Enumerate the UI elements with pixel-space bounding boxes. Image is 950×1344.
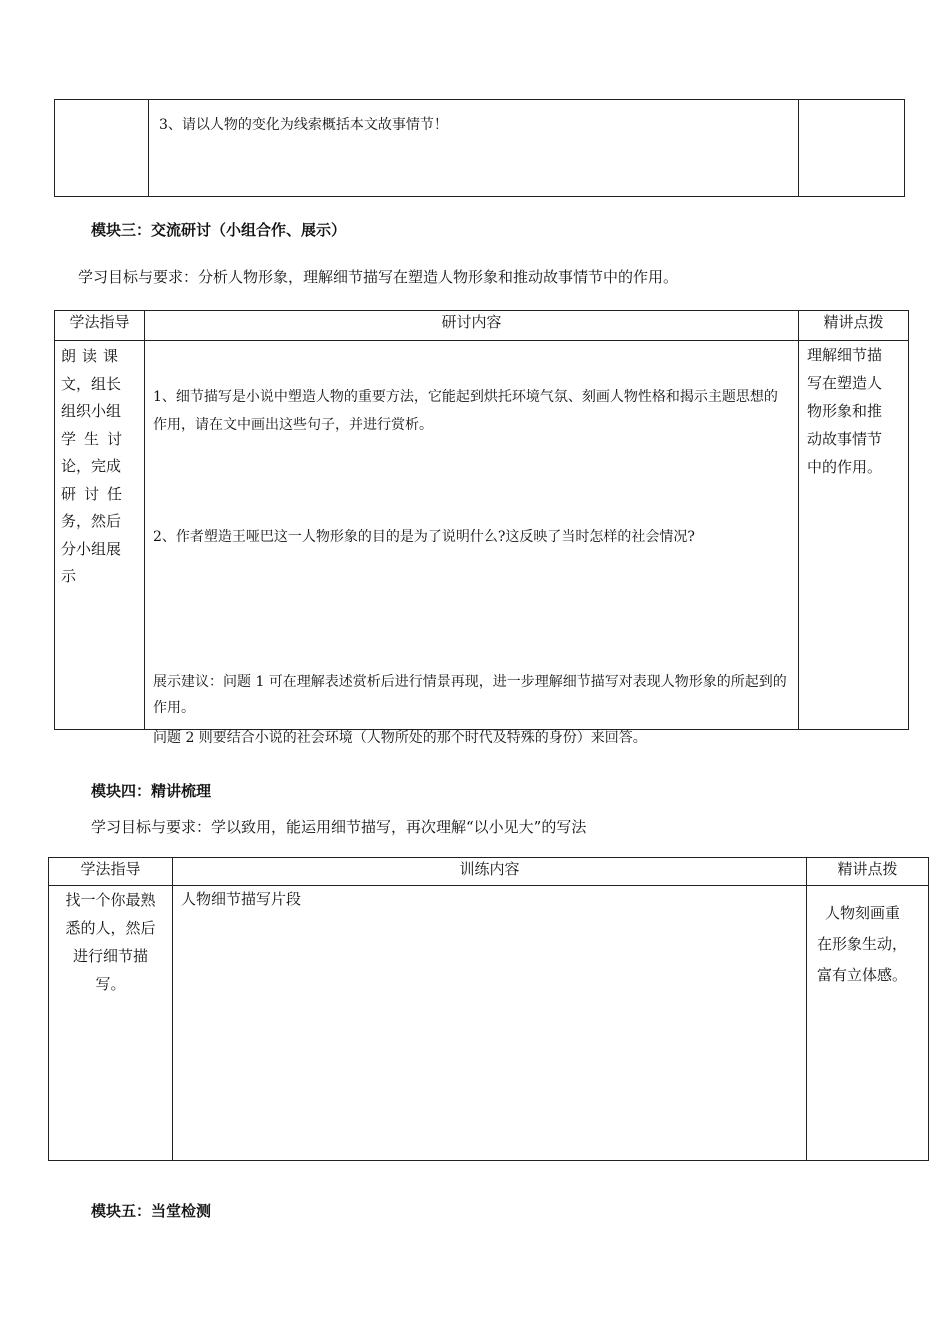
header-content-label: 研讨内容	[441, 313, 502, 331]
tips-cell	[807, 886, 929, 1161]
module3-heading: 模块三：交流研讨（小组合作、展示）	[91, 221, 347, 239]
guide-line: 组织小组	[61, 402, 122, 420]
header-method-label: 学法指导	[69, 313, 130, 331]
tip-line: 物形象和推	[807, 402, 883, 420]
table-module3	[54, 310, 909, 746]
table-top-cell-content	[149, 100, 799, 197]
guide-line: 朗读课	[61, 347, 125, 365]
header-tips-label: 精讲点拨	[823, 313, 884, 331]
tip-line: 动故事情节	[807, 430, 883, 448]
guide-line: 示	[61, 567, 77, 585]
guide-line: 务，然后	[61, 512, 122, 530]
training-content: 人物细节描写片段	[181, 890, 302, 908]
header-content	[145, 311, 799, 341]
guide-line: 文，组长	[61, 374, 122, 393]
module3-goal: 学习目标与要求：分析人物形象，理解细节描写在塑造人物形象和推动故事情节中的作用。	[78, 268, 679, 286]
guide-line: 找一个你最熟	[65, 891, 156, 909]
tip-line: 富有立体感。	[817, 966, 908, 984]
guide-line: 进行细节描	[72, 947, 148, 965]
tips-cell	[799, 341, 909, 730]
header-tips	[807, 858, 929, 886]
header-method	[55, 311, 145, 341]
table-top	[54, 99, 905, 197]
guide-line: 写。	[95, 975, 126, 993]
module5-heading: 模块五：当堂检测	[91, 1202, 212, 1220]
guide-cell	[49, 886, 173, 1161]
display-suggestion: 展示建议：问题 1 可在理解表述赏析后进行情景再现，进一步理解细节描写对表现人物形象的所起到的作用。	[153, 674, 787, 716]
header-training-label: 训练内容	[459, 860, 520, 878]
header-tips	[799, 311, 909, 341]
guide-line: 悉的人，然后	[65, 919, 156, 937]
tip-line: 在形象生动，	[817, 935, 908, 953]
header-tips-label: 精讲点拨	[837, 860, 898, 878]
table-module4	[48, 857, 929, 1161]
tip-line: 中的作用。	[807, 458, 883, 476]
tip-line: 人物刻画重	[825, 904, 901, 922]
header-training	[173, 858, 807, 886]
tip-line: 理解细节描	[807, 346, 883, 364]
guide-line: 分小组展	[61, 539, 122, 558]
guide-cell	[55, 341, 145, 730]
question-1: 1、细节描写是小说中塑造人物的重要方法，它能起到烘托环境气氛、刻画人物性格和揭示主题思想的作用，请在文中画出这些句子，并进行赏析。	[153, 389, 778, 433]
question-2: 2、作者塑造王哑巴这一人物形象的目的是为了说明什么?这反映了当时怎样的社会情况?	[153, 529, 695, 545]
table-top-cell-empty-left	[55, 100, 149, 197]
training-cell	[173, 886, 807, 1161]
guide-line: 研讨任	[61, 484, 131, 503]
header-method	[49, 858, 173, 886]
guide-line: 学生讨	[61, 429, 131, 448]
discussion-cell	[145, 341, 799, 746]
module4-heading: 模块四：精讲梳理	[91, 782, 212, 800]
tip-line: 写在塑造人	[807, 374, 883, 392]
header-method-label: 学法指导	[80, 860, 141, 878]
display-suggestion-2: 问题 2 则要结合小说的社会环境（人物所处的那个时代及特殊的身份）来回答。	[153, 730, 647, 746]
module4-goal: 学习目标与要求：学以致用，能运用细节描写，再次理解“以小见大”的写法	[91, 818, 587, 836]
question-3: 3、请以人物的变化为线索概括本文故事情节！	[159, 117, 448, 133]
guide-line: 论，完成	[61, 457, 122, 475]
table-top-cell-empty-right	[799, 100, 905, 197]
